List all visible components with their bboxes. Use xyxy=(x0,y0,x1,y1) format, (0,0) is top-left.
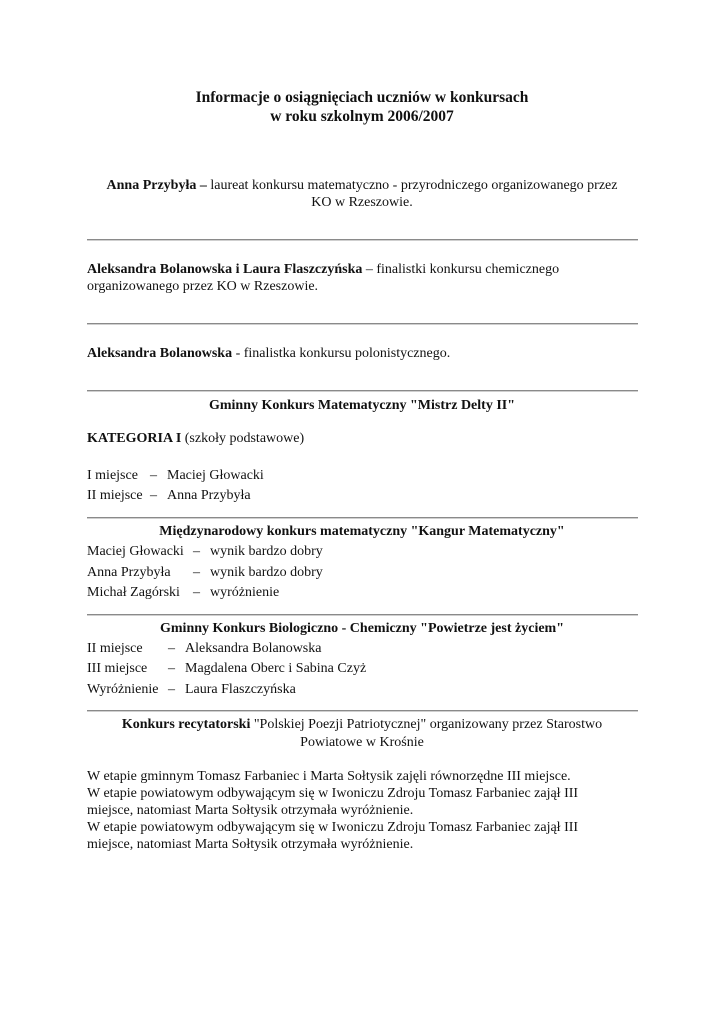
result-row xyxy=(87,487,143,505)
place: Wyróżnienie xyxy=(87,682,159,697)
paragraph-line: miejsce, natomiast Marta Sołtysik otrzymała wyróżnienie. xyxy=(87,837,414,852)
entry-name: Aleksandra Bolanowska xyxy=(87,346,233,361)
paragraph-line: W etapie powiatowym odbywającym się w Iwoniczu Zdroju Tomasz Farbaniec zajął III xyxy=(87,820,579,835)
result-value: wynik bardzo dobry xyxy=(210,544,323,559)
result-name: Maciej Głowacki xyxy=(87,544,184,559)
result-name: Aleksandra Bolanowska xyxy=(185,641,322,656)
result-sep: – xyxy=(193,565,200,580)
doc-title-line-1: Informacje o osiągnięciach uczniów w konkursach xyxy=(195,89,529,106)
result-sep: – xyxy=(168,641,175,656)
category-bold: KATEGORIA I xyxy=(87,431,182,446)
category-label xyxy=(87,430,304,448)
section-heading-mistrz-delty: Gminny Konkurs Matematyczny "Mistrz Delty II" xyxy=(208,398,515,413)
paragraph-line: miejsce, natomiast Marta Sołtysik otrzymała wyróżnienie. xyxy=(87,803,414,818)
result-value: wyróżnienie xyxy=(210,585,280,600)
place: II miejsce xyxy=(87,641,143,656)
result-sep: – xyxy=(193,585,200,600)
section-heading-kangur: Międzynarodowy konkurs matematyczny "Kangur Matematyczny" xyxy=(159,524,565,539)
heading-bold: Konkurs recytatorski xyxy=(121,717,251,732)
paragraph-line: W etapie powiatowym odbywającym się w Iwoniczu Zdroju Tomasz Farbaniec zajął III xyxy=(87,786,579,801)
entry-anna-przybyla-line2: KO w Rzeszowie. xyxy=(311,195,413,210)
result-sep: – xyxy=(150,468,157,483)
place: III miejsce xyxy=(87,661,148,676)
heading-rest: "Polskiej Poezji Patriotycznej" organizowany przez Starostwo xyxy=(250,717,603,732)
result-name: Michał Zagórski xyxy=(87,585,180,600)
divider xyxy=(87,239,638,241)
result-sep: – xyxy=(193,544,200,559)
result-name: Anna Przybyła xyxy=(167,488,251,503)
entry-text: - finalistka konkursu polonistycznego. xyxy=(232,346,451,361)
result-sep: – xyxy=(150,488,157,503)
divider xyxy=(87,614,638,616)
paragraph-line: W etapie gminnym Tomasz Farbaniec i Marta Sołtysik zajęli równorzędne III miejsce. xyxy=(87,769,571,784)
entry-name: Aleksandra Bolanowska i Laura Flaszczyńska xyxy=(87,262,363,277)
section-heading-powietrze: Gminny Konkurs Biologiczno - Chemiczny "Powietrze jest życiem" xyxy=(160,621,564,636)
divider xyxy=(87,323,638,325)
entry-anna-przybyla xyxy=(0,177,724,195)
result-sep: – xyxy=(168,661,175,676)
divider xyxy=(87,390,638,392)
place: I miejsce xyxy=(87,468,138,483)
result-name: Maciej Głowacki xyxy=(167,468,264,483)
section-heading-recytatorski-line2: Powiatowe w Krośnie xyxy=(300,735,424,750)
result-sep: – xyxy=(168,682,175,697)
section-heading-recytatorski xyxy=(0,716,724,734)
entry-bolanowska-flaszczynska-line2: organizowanego przez KO w Rzeszowie. xyxy=(87,279,319,294)
divider xyxy=(87,710,638,712)
result-name: Laura Flaszczyńska xyxy=(185,682,296,697)
result-name: Anna Przybyła xyxy=(87,565,171,580)
place: II miejsce xyxy=(87,488,143,503)
entry-bolanowska-flaszczynska xyxy=(87,261,559,279)
entry-name: Anna Przybyła – xyxy=(106,178,207,193)
result-value: wynik bardzo dobry xyxy=(210,565,323,580)
entry-text: – finalistki konkursu chemicznego xyxy=(362,262,560,277)
divider xyxy=(87,517,638,519)
entry-text: laureat konkursu matematyczno - przyrodniczego organizowanego przez xyxy=(206,178,618,193)
result-name: Magdalena Oberc i Sabina Czyż xyxy=(185,661,367,676)
category-rest: (szkoły podstawowe) xyxy=(181,431,305,446)
doc-title-line-2: w roku szkolnym 2006/2007 xyxy=(270,108,454,125)
entry-bolanowska xyxy=(87,345,450,363)
result-row xyxy=(87,467,138,485)
